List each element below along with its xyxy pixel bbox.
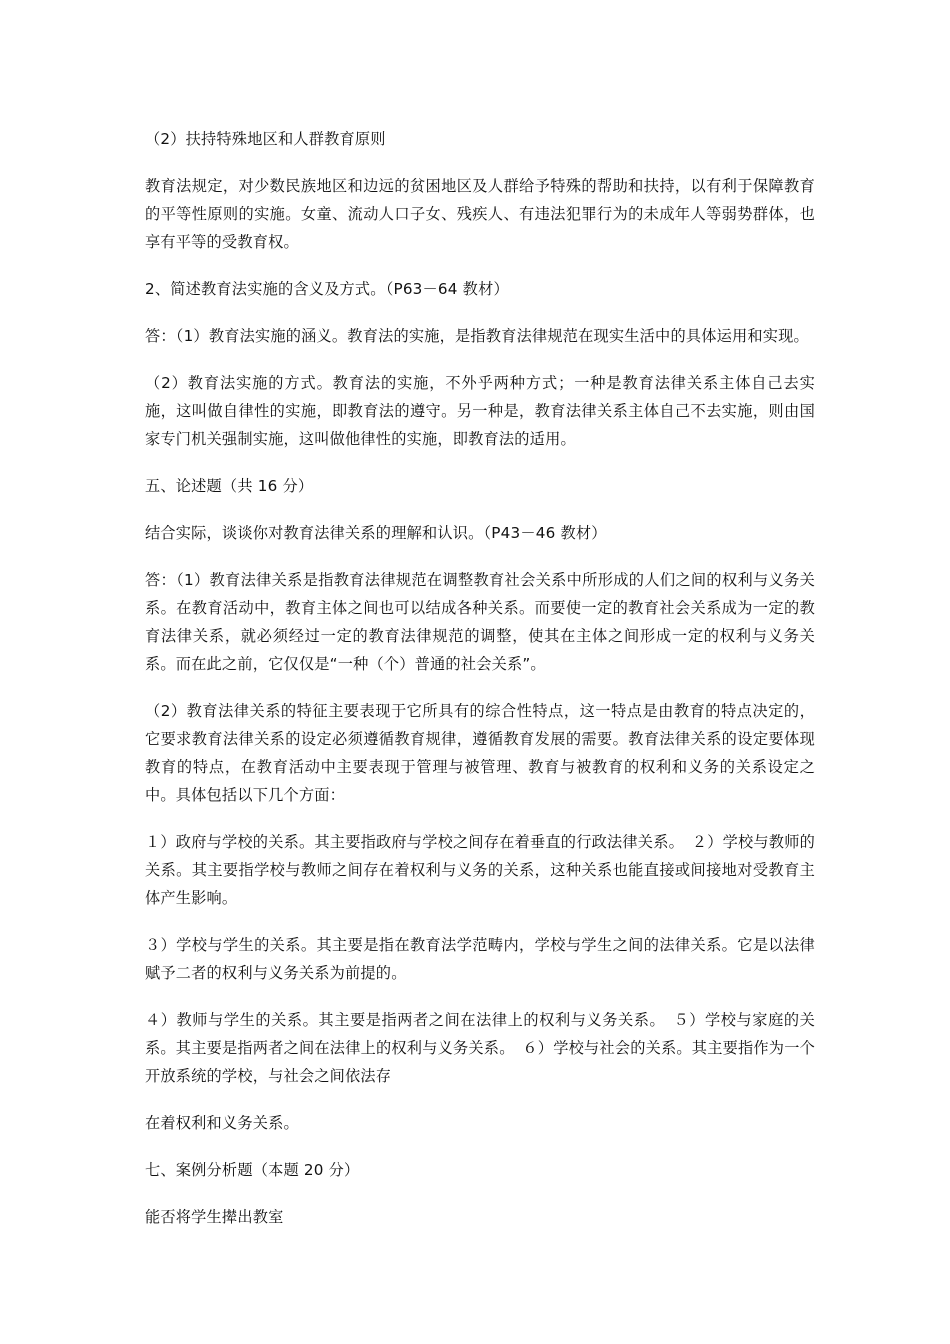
relation-list-1-2: １）政府与学校的关系。其主要指政府与学校之间存在着垂直的行政法律关系。 ２）学校与教师的关系。其主要指学校与教师之间存在着权利与义务的关系，这种关系也能直接或间接地对受教育主体产生影响。	[145, 833, 815, 907]
heading-principle-2: （2）扶持特殊地区和人群教育原则	[145, 130, 386, 148]
section-5-heading: 五、论述题（共 16 分）	[145, 477, 314, 495]
answer-2-part-2: （2）教育法实施的方式。教育法的实施，不外乎两种方式；一种是教育法律关系主体自己去实施，这叫做自律性的实施，即教育法的遵守。另一种是，教育法律关系主体自己不去实施，则由国家专门机关强制实施，这叫做他律性的实施，即教育法的适用。	[145, 374, 815, 448]
relation-list-continuation: 在着权利和义务关系。	[145, 1114, 299, 1132]
relation-list-3: ３）学校与学生的关系。其主要是指在教育法学范畴内，学校与学生之间的法律关系。它是以法律赋予二者的权利与义务关系为前提的。	[145, 936, 815, 982]
paragraph-special-support: 教育法规定，对少数民族地区和边远的贫困地区及人群给予特殊的帮助和扶持，以有利于保障教育的平等性原则的实施。女童、流动人口子女、残疾人、有违法犯罪行为的未成年人等弱势群体，也享有平等的受教育权。	[145, 177, 815, 251]
case-title: 能否将学生撵出教室	[145, 1208, 284, 1226]
essay-answer-part-2: （2）教育法律关系的特征主要表现于它所具有的综合性特点，这一特点是由教育的特点决定的，它要求教育法律关系的设定必须遵循教育规律，遵循教育发展的需要。教育法律关系的设定要体现教育的特点，在教育活动中主要表现于管理与被管理、教育与被教育的权利和义务的关系设定之中。具体包括以下几个方面：	[145, 702, 815, 804]
essay-question: 结合实际，谈谈你对教育法律关系的理解和认识。（P43－46 教材）	[145, 524, 607, 542]
document-page	[145, 125, 815, 1250]
essay-answer-part-1: 答：（1）教育法律关系是指教育法律规范在调整教育社会关系中所形成的人们之间的权利与义务关系。在教育活动中，教育主体之间也可以结成各种关系。而要使一定的教育社会关系成为一定的教育法律关系，就必须经过一定的教育法律规范的调整，使其在主体之间形成一定的权利与义务关系。而在此之前，它仅仅是“一种（个）普通的社会关系”。	[145, 571, 815, 673]
section-7-heading: 七、案例分析题（本题 20 分）	[145, 1161, 360, 1179]
relation-list-4-6: ４）教师与学生的关系。其主要是指两者之间在法律上的权利与义务关系。 ５）学校与家庭的关系。其主要是指两者之间在法律上的权利与义务关系。 ６）学校与社会的关系。其主要指作为一个开放系统的学校，与社会之间依法存	[145, 1011, 815, 1085]
answer-2-part-1: 答：（1）教育法实施的涵义。教育法的实施，是指教育法律规范在现实生活中的具体运用和实现。	[145, 327, 809, 345]
question-2: 2、简述教育法实施的含义及方式。（P63－64 教材）	[145, 280, 509, 298]
